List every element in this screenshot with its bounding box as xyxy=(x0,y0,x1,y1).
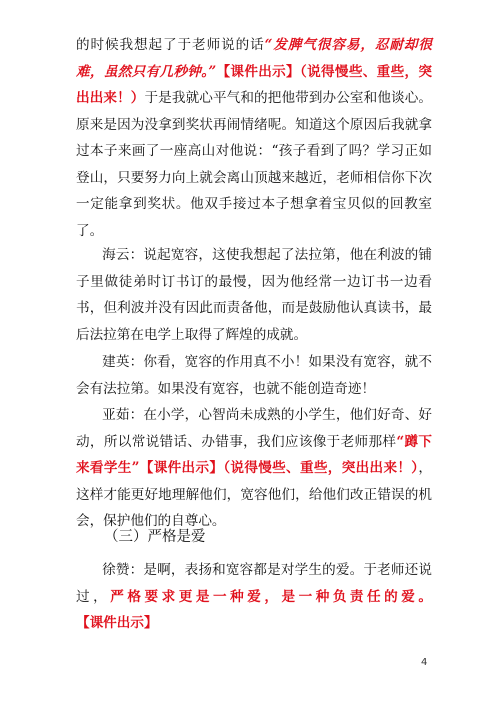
courseware-tag-3: 【课件出示】 xyxy=(76,615,158,631)
paragraph-3-text: 建英：你看，宽容的作用真不小！如果没有宽容，就不会有法拉第。如果没有宽容，也就不能创造奇迹！ xyxy=(76,354,432,397)
paragraph-5 xyxy=(76,557,432,637)
quote-strict-love: 严格要求更是一种爱，是一种负责任的爱。 xyxy=(110,588,433,605)
paragraph-2 xyxy=(76,242,432,348)
paragraph-1-body: 于是我就心平气和的把他带到办公室和他谈心。原来是因为没拿到奖状再闹情绪呢。知道这个原因后我就拿过本子来画了一座高山对他说：“孩子看到了吗？学习正如登山，只要努力向上就会离山顶越来越近，老师相信你下次一定能拿到奖状。他双手接过本子想拿着宝贝似的回教室了。 xyxy=(76,90,433,239)
paragraph-4 xyxy=(76,402,432,535)
section-heading: （三）严格是爱 xyxy=(104,529,206,545)
paragraph-2-text: 海云：说起宽容，这使我想起了法拉第，他在利波的铺子里做徒弟时订书订的最慢，因为他经常一边订书一边看书，但利波并没有因此而责备他，而是鼓励他认真读书，最后法拉第在电学上取得了辉煌的成就。 xyxy=(76,247,432,343)
paragraph-1-lead: 的时候我想起了于老师说的话 xyxy=(76,37,265,53)
paragraph-1 xyxy=(76,32,432,244)
paragraph-3 xyxy=(76,349,432,402)
paragraph-5-lead: 徐赞：是啊，表扬和宽容都是对学生的爱。于老师还说过， xyxy=(76,562,432,605)
paragraph-4-lead: 亚茹：在小学，心智尚未成熟的小学生，他们好奇、好动，所以常说错话、办错事，我们应该像于老师那样 xyxy=(76,407,432,450)
paragraph-4-body: ，这样才能更好地理解他们，宽容他们，给他们改正错误的机会，保护他们的自尊心。 xyxy=(76,460,432,529)
quote-yu-teacher-temper: “发脾气很容易，忍耐却很难，虽然只有几秒钟。” xyxy=(76,37,432,80)
quote-squat-down: “蹲下来看学生” xyxy=(76,433,433,476)
courseware-tag-2: 【课件出示】（说得慢些、重些，突出出来！） xyxy=(139,460,419,476)
page-number: 4 xyxy=(421,657,428,668)
courseware-tag-1: 【课件出示】（说得慢些、重些，突出出来！） xyxy=(76,63,432,106)
